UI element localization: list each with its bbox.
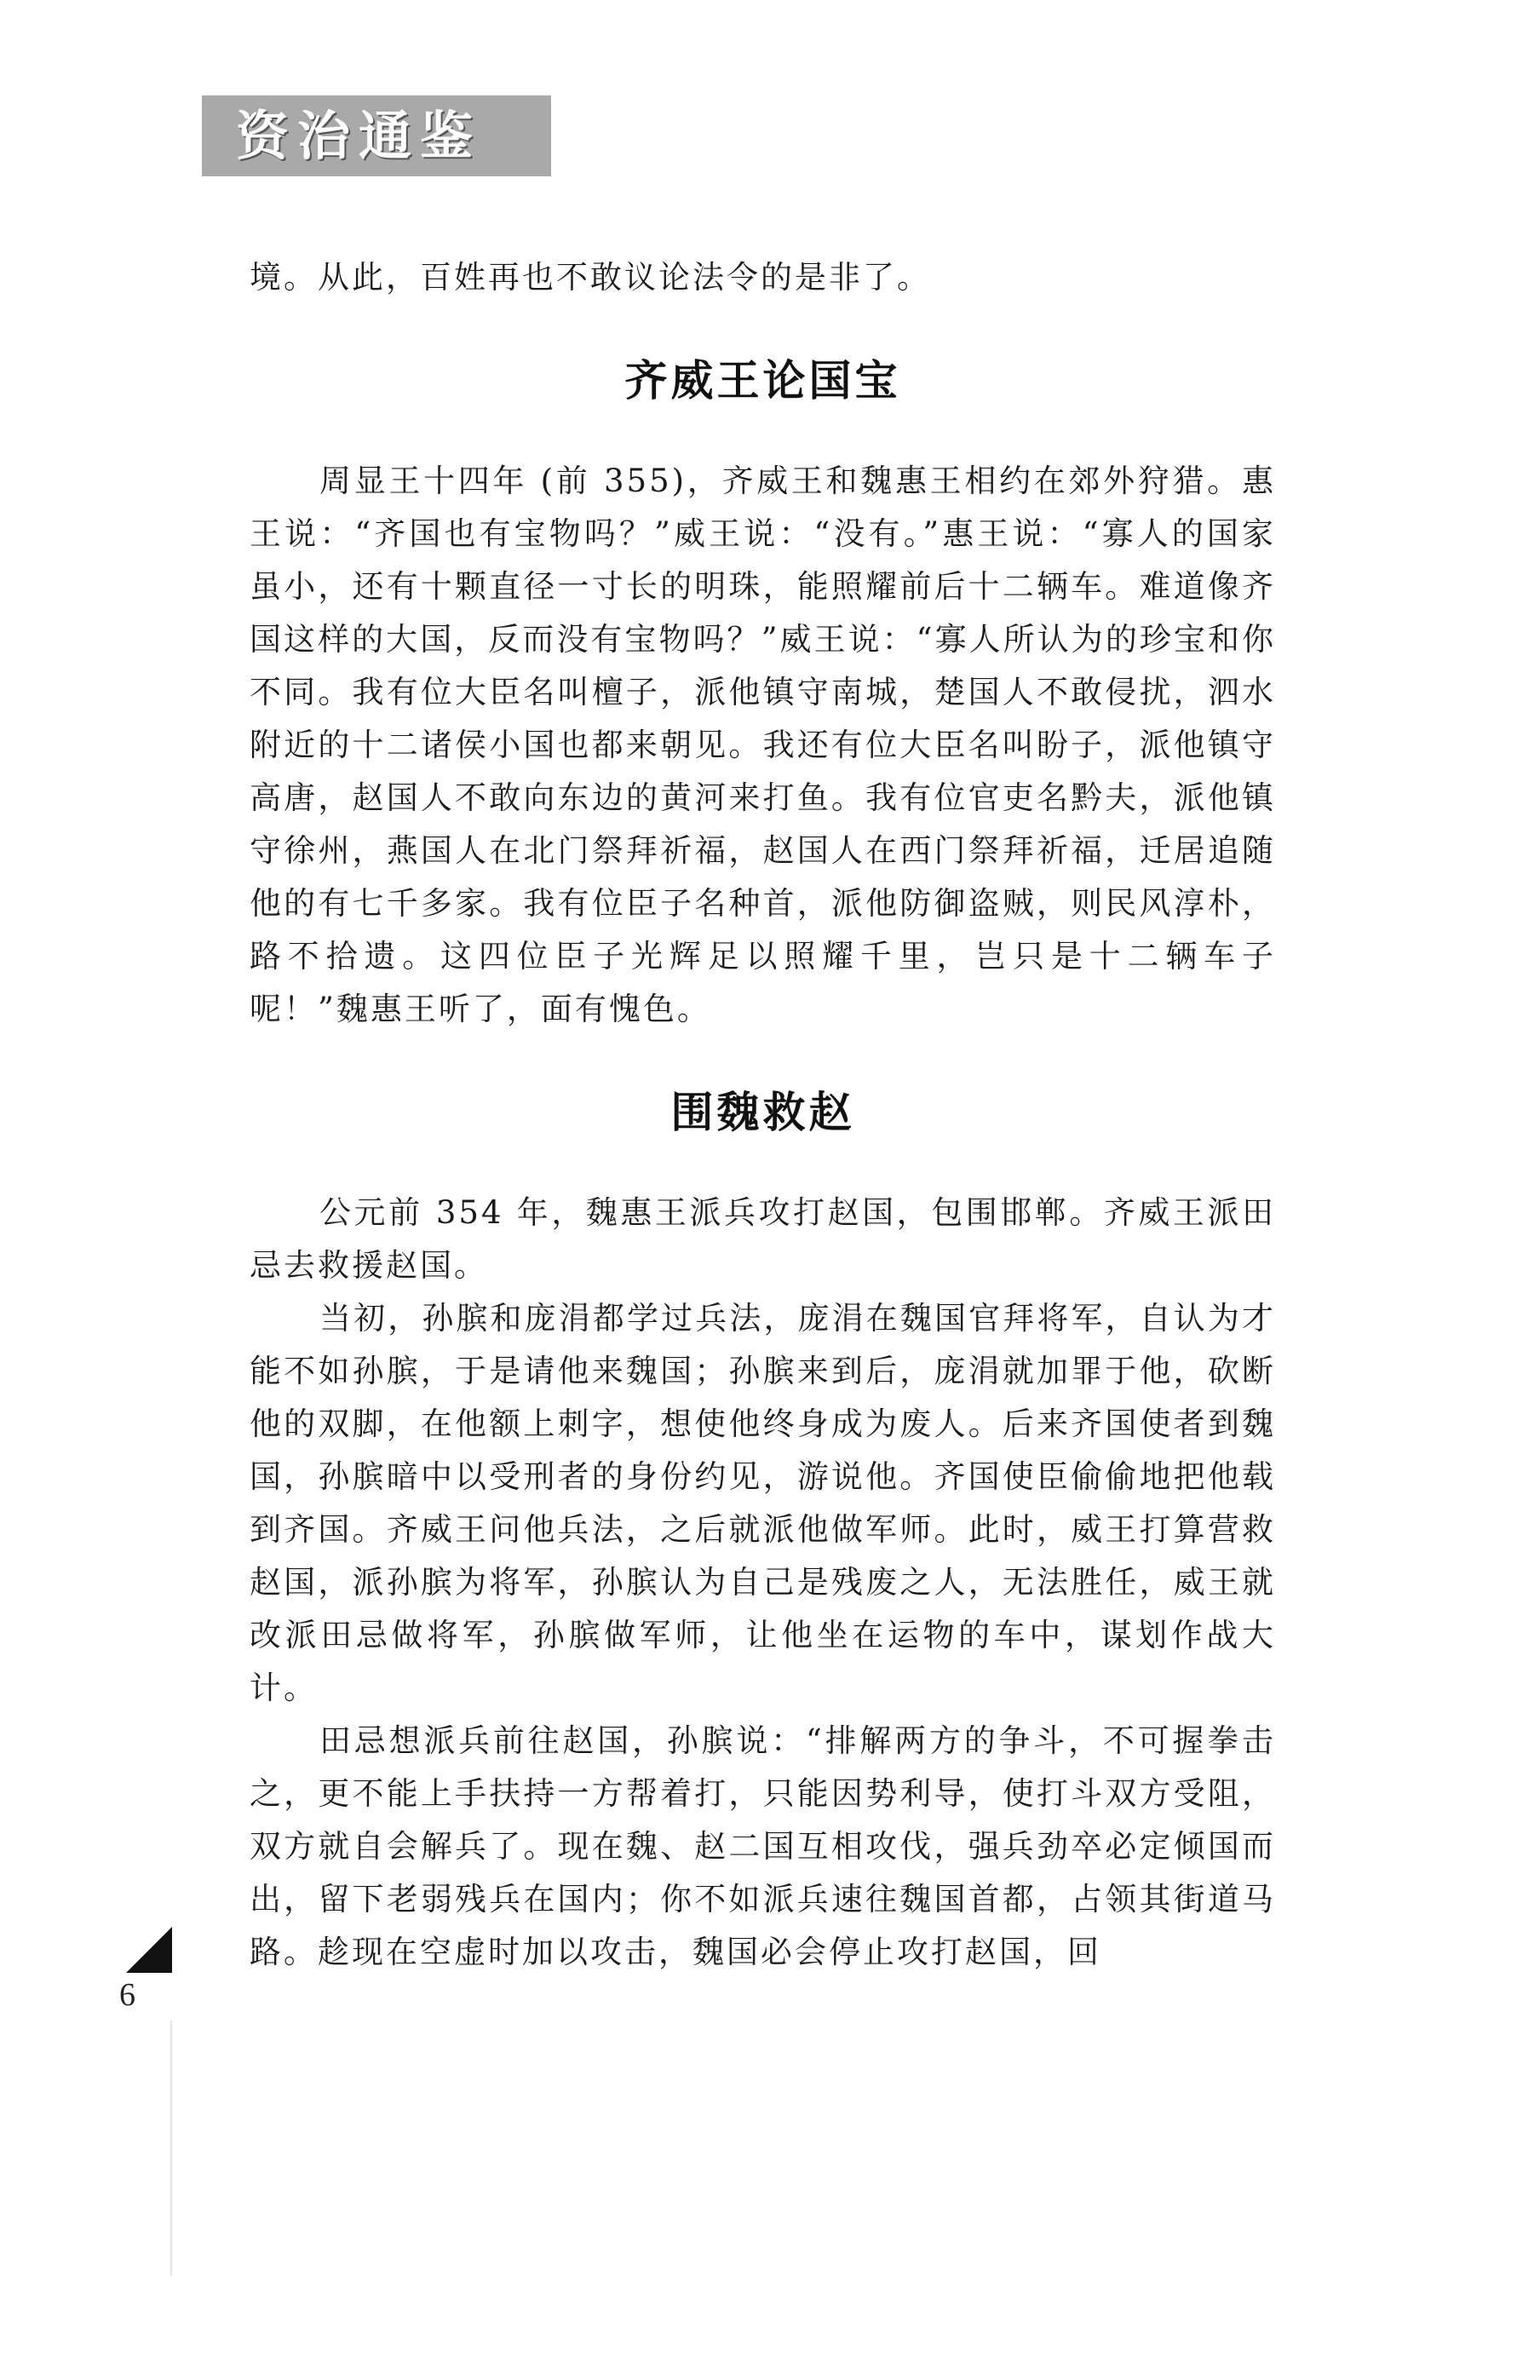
paragraph: 当初，孙膑和庞涓都学过兵法，庞涓在魏国官拜将军，自认为才能不如孙膑，于是请他来魏国；孙膑来到后，庞涓就加罪于他，砍断他的双脚，在他额上刺字，想使他终身成为废人。后来齐国使者到魏国，孙膑暗中以受刑者的身份约见，游说他。齐国使臣偷偷地把他载到齐国。齐威王问他兵法，之后就派他做军师。此时，威王打算营救赵国，派孙膑为将军，孙膑认为自己是残废之人，无法胜任，威王就改派田忌做将军，孙膑做军师，让他坐在运物的车中，谋划作战大计。 — [250, 1300, 1276, 1706]
paragraph: 周显王十四年 (前 355)，齐威王和魏惠王相约在郊外狩猎。惠王说：“齐国也有宝物吗？”威王说：“没有。”惠王说：“寡人的国家虽小，还有十颗直径一寸长的明珠，能照耀前后十二辆车。难道像齐国这样的大国，反而没有宝物吗？”威王说：“寡人所认为的珍宝和你不同。我有位大臣名叫檀子，派他镇守南城，楚国人不敢侵扰，泗水附近的十二诸侯小国也都来朝见。我还有位大臣名叫盼子，派他镇守高唐，赵国人不敢向东边的黄河来打鱼。我有位官吏名黔夫，派他镇守徐州，燕国人在北门祭拜祈福，赵国人在西门祭拜祈福，迁居追随他的有七千多家。我有位臣子名种首，派他防御盗贼，则民风淳朴，路不拾遗。这四位臣子光辉足以照耀千里，岂只是十二辆车子呢！”魏惠王听了，面有愧色。 — [250, 463, 1276, 1027]
section-title-wei-zhao: 围魏救赵 — [670, 1088, 855, 1137]
paragraph: 田忌想派兵前往赵国，孙膑说：“排解两方的争斗，不可握拳击之，更不能上手扶持一方帮着打，只能因势利导，使打斗双方受阻，双方就自会解兵了。现在魏、赵二国互相攻伐，强兵劲卒必定倾国而出，留下老弱残兵在国内；你不如派兵速往魏国首都，占领其街道马路。趁现在空虚时加以攻击，魏国必会停止攻打赵国，回 — [250, 1722, 1276, 1970]
page-margin-rule — [170, 2021, 172, 2276]
page-number: 6 — [119, 1977, 135, 2013]
page-corner-triangle — [126, 1927, 172, 1973]
section-title-qi-treasure: 齐威王论国宝 — [624, 356, 901, 405]
page-content — [250, 251, 1276, 1979]
book-title: 资治通鉴 — [236, 105, 482, 167]
book-title-banner — [202, 95, 551, 176]
paragraph: 公元前 354 年，魏惠王派兵攻打赵国，包围邯郸。齐威王派田忌去救援赵国。 — [250, 1194, 1276, 1284]
intro-line: 境。从此，百姓再也不敢议论法令的是非了。 — [250, 259, 931, 296]
